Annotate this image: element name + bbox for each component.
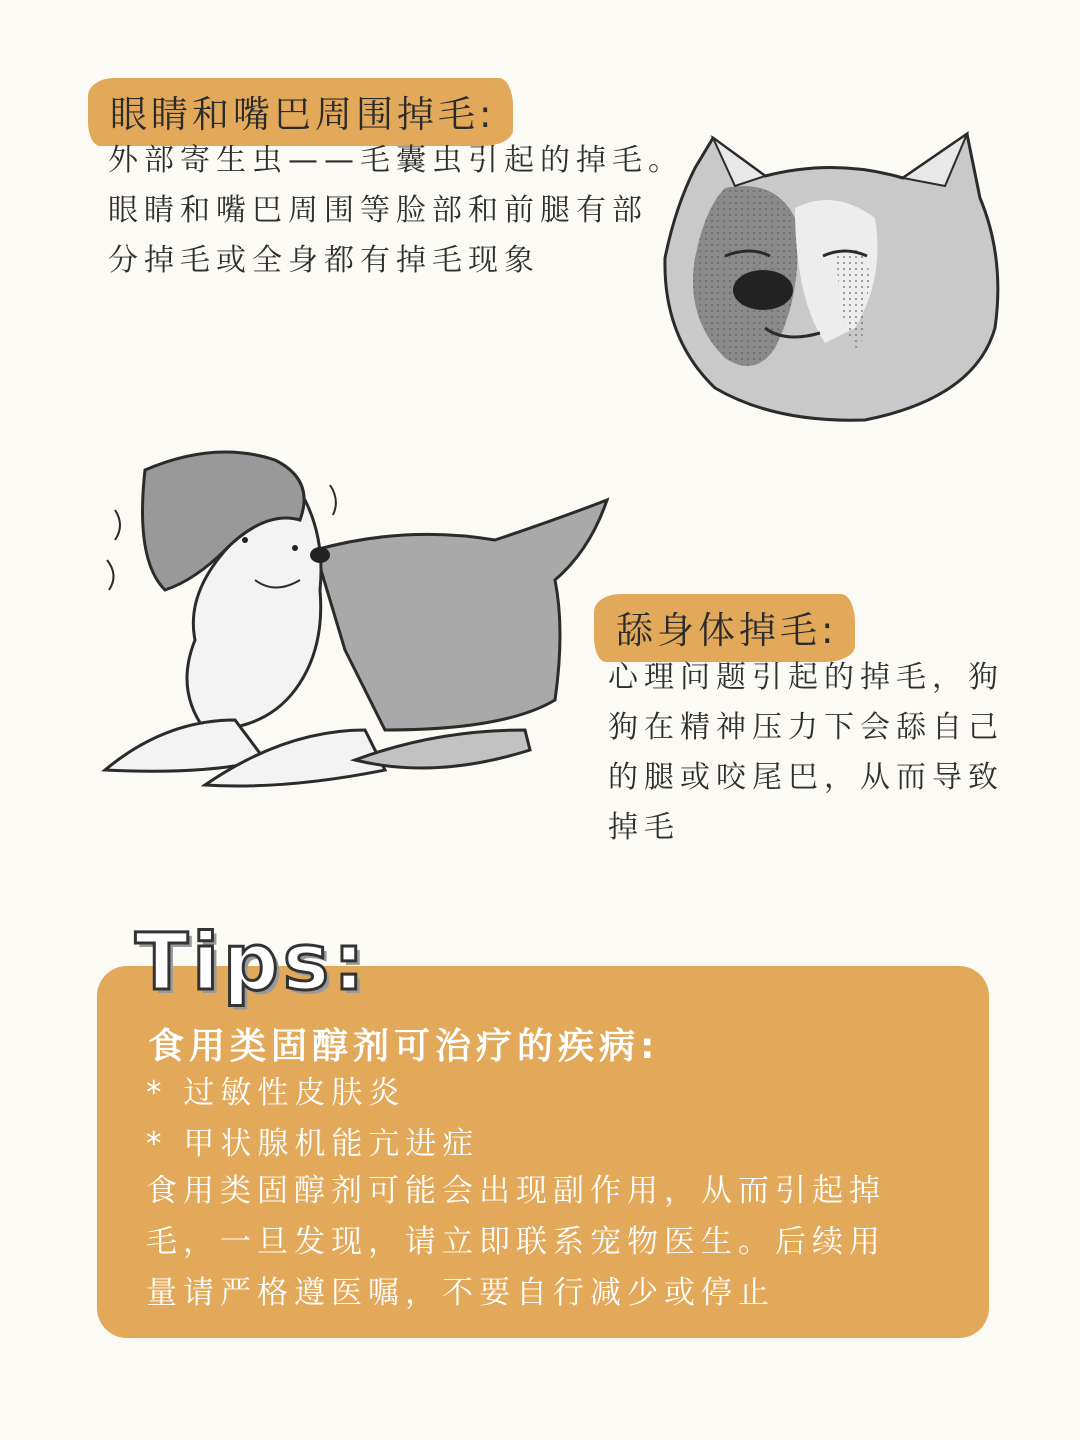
text-line: 毛，一旦发现，请立即联系宠物医生。后续用 bbox=[146, 1224, 886, 1260]
text-line: 外部寄生虫——毛囊虫引起的掉毛。 bbox=[108, 143, 684, 178]
text-line: 眼睛和嘴巴周围等脸部和前腿有部 bbox=[108, 193, 648, 228]
tips-list bbox=[146, 1068, 479, 1170]
section-text-face-hair-loss bbox=[108, 136, 684, 286]
dog-face-illustration bbox=[655, 128, 1015, 428]
text-line: 分掉毛或全身都有掉毛现象 bbox=[108, 243, 540, 278]
section-heading-face-hair-loss: 眼睛和嘴巴周围掉毛: bbox=[88, 78, 513, 146]
section-text-licking-hair-loss bbox=[608, 653, 1004, 853]
text-line: 狗在精神压力下会舔自己 bbox=[608, 710, 1004, 745]
section-heading-licking-hair-loss: 舔身体掉毛: bbox=[594, 594, 855, 662]
lying-dog-illustration bbox=[85, 430, 615, 805]
tips-title: Tips: bbox=[135, 918, 369, 1008]
text-line: 的腿或咬尾巴，从而导致 bbox=[608, 760, 1004, 795]
text-line: 掉毛 bbox=[608, 810, 680, 845]
tips-subtitle: 食用类固醇剂可治疗的疾病: bbox=[148, 1026, 660, 1067]
list-item: * 过敏性皮肤炎 bbox=[146, 1075, 406, 1111]
text-line: 食用类固醇剂可能会出现副作用，从而引起掉 bbox=[146, 1173, 886, 1209]
list-item: * 甲状腺机能亢进症 bbox=[146, 1126, 480, 1162]
tips-note bbox=[146, 1166, 886, 1319]
text-line: 心理问题引起的掉毛，狗 bbox=[608, 660, 1004, 695]
text-line: 量请严格遵医嘱，不要自行减少或停止 bbox=[146, 1275, 775, 1311]
